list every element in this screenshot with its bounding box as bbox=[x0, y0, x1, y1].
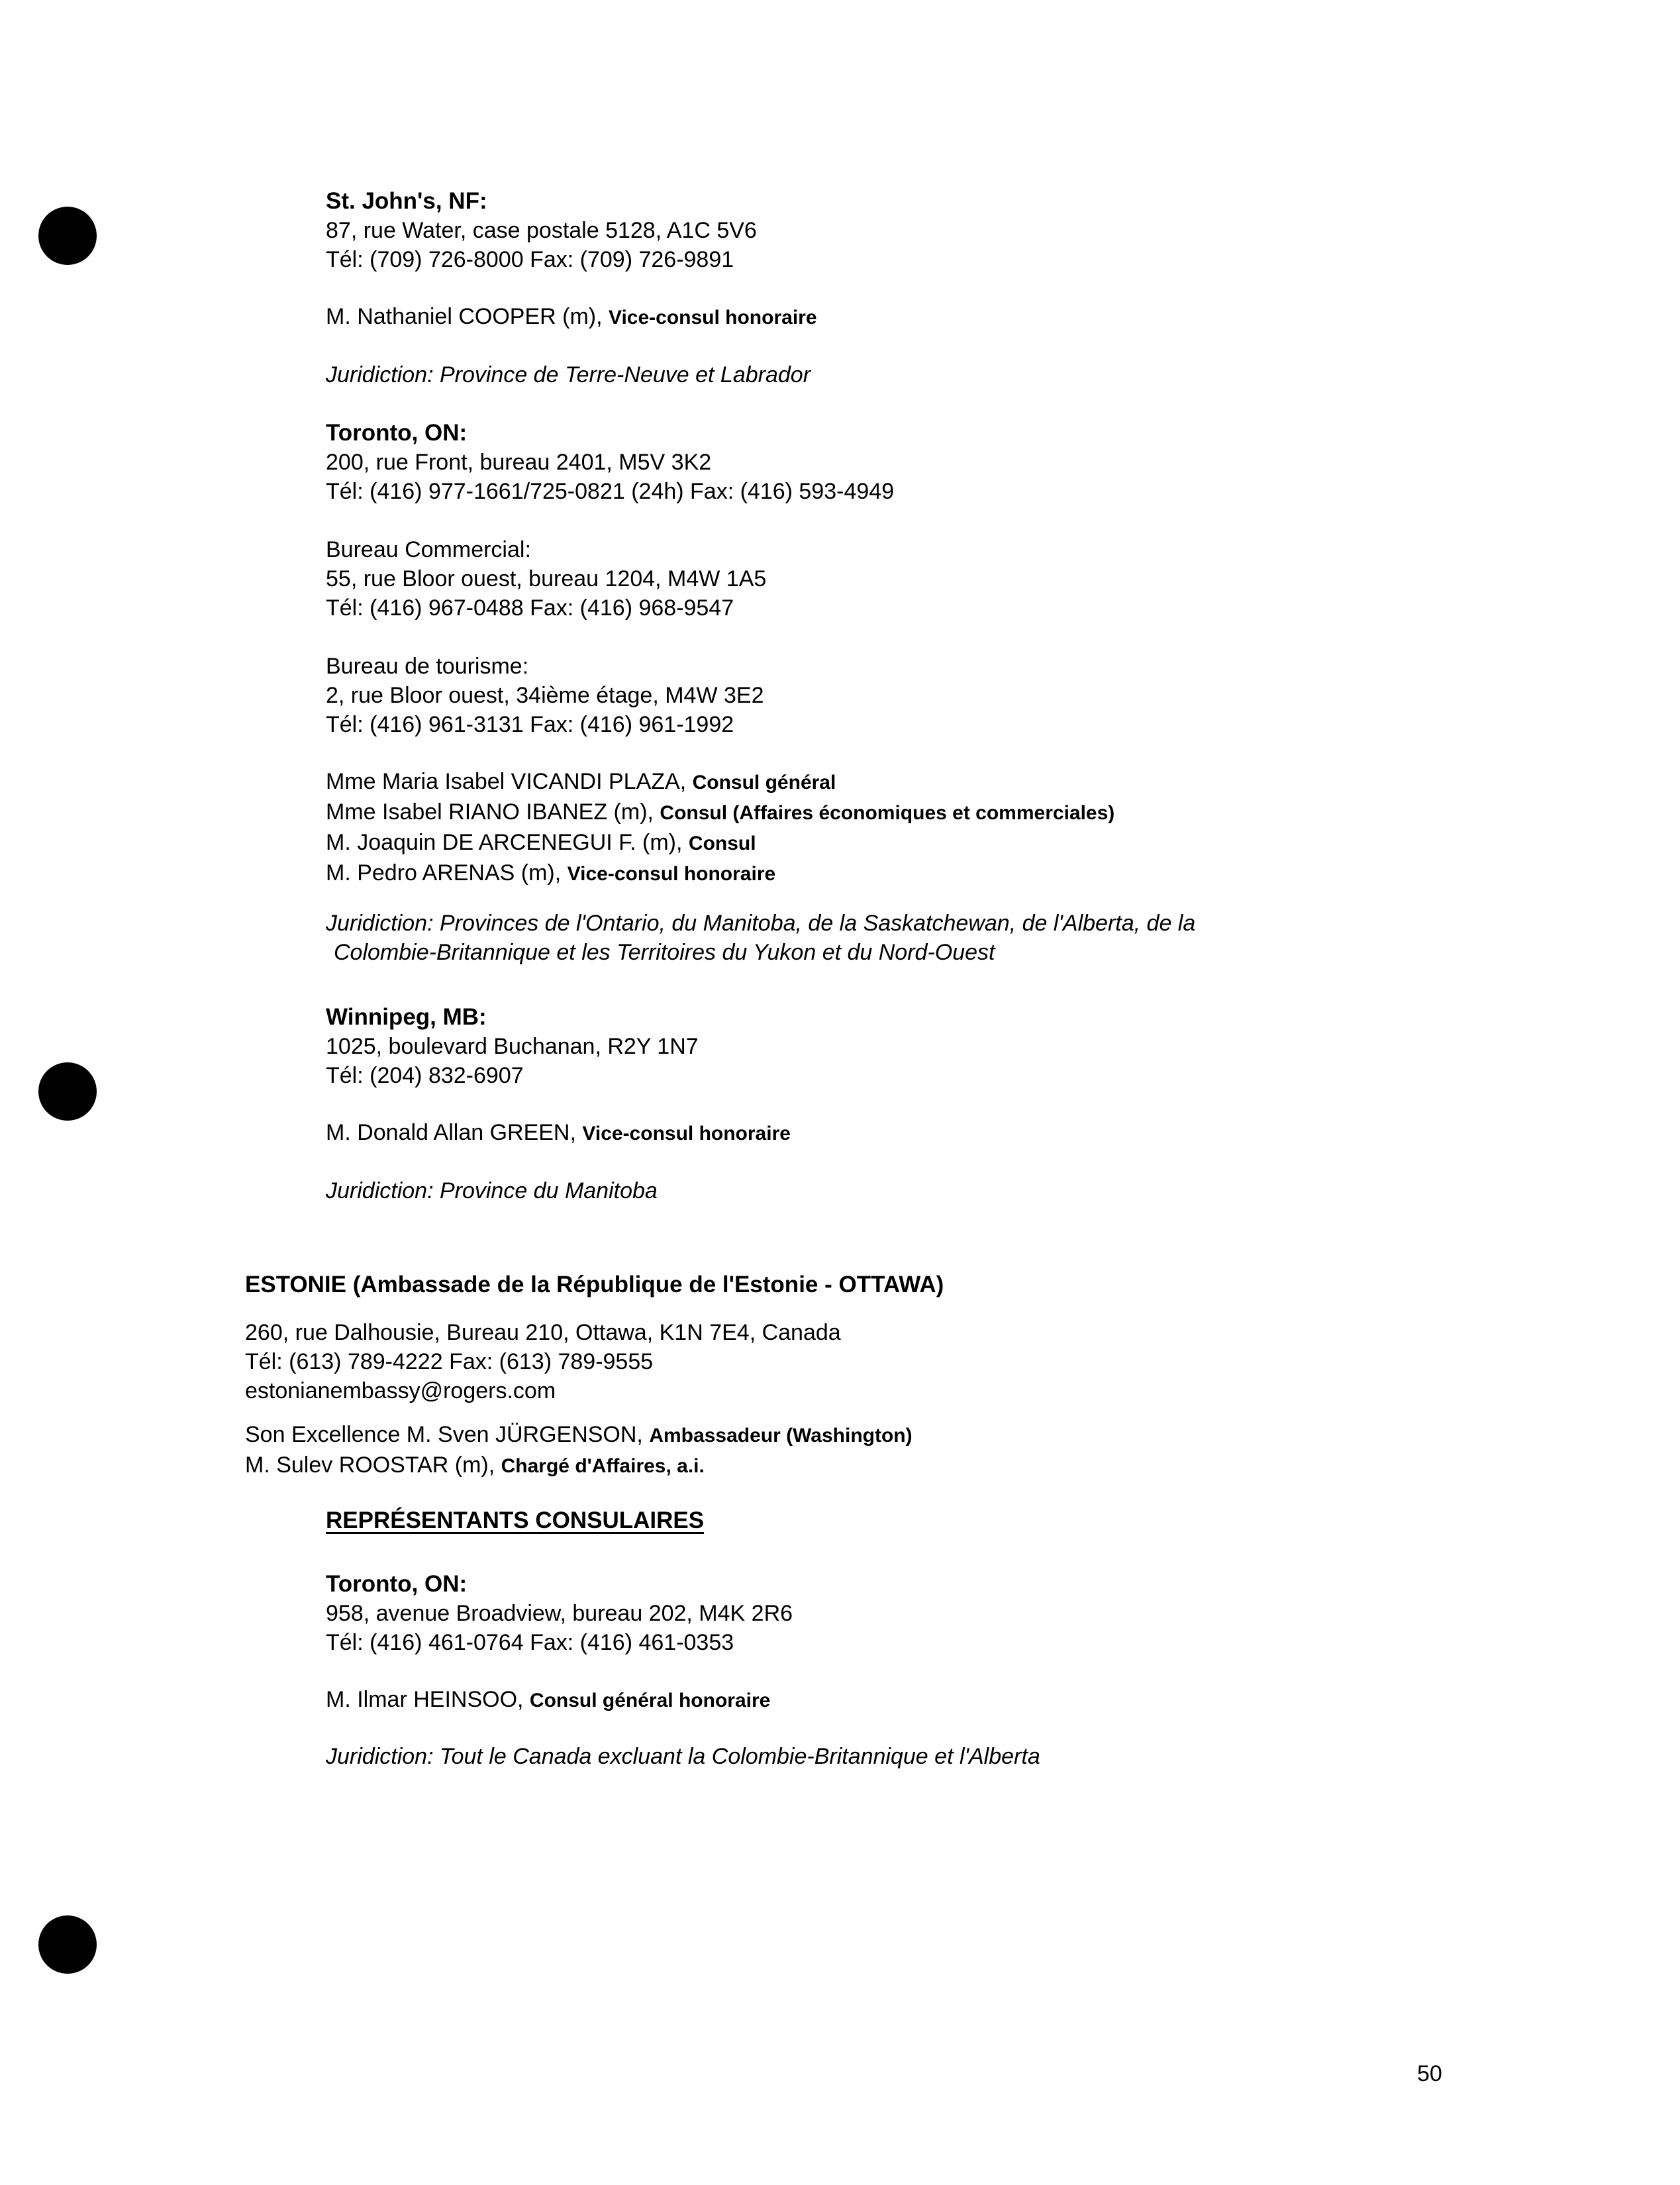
phone-fax: Tél: (709) 726-8000 Fax: (709) 726-9891 bbox=[326, 247, 734, 272]
staff-title: Consul général honoraire bbox=[529, 1690, 771, 1711]
commercial-office bbox=[326, 535, 766, 623]
jurisdiction: Juridiction: Tout le Canada excluant la Colombie-Britannique et l'Alberta bbox=[326, 1744, 1040, 1769]
city-heading: Toronto, ON: bbox=[326, 420, 468, 446]
jurisdiction bbox=[326, 909, 1195, 967]
jurisdiction: Juridiction: Province de Terre-Neuve et Labrador bbox=[326, 362, 811, 387]
staff-name: M. Nathaniel COOPER (m), bbox=[326, 304, 603, 329]
staff-entry bbox=[326, 767, 1114, 797]
tourism-office bbox=[326, 652, 764, 739]
staff-name: M. Donald Allan GREEN, bbox=[326, 1120, 576, 1145]
staff-name: M. Sulev ROOSTAR (m), bbox=[245, 1452, 495, 1478]
jurisdiction-line: Juridiction: Provinces de l'Ontario, du Manitoba, de la Saskatchewan, de l'Alberta, de la bbox=[326, 911, 1196, 936]
phone-fax: Tél: (204) 832-6907 bbox=[326, 1063, 524, 1088]
staff-name: M. Pedro ARENAS (m), bbox=[326, 860, 562, 886]
staff-title: Chargé d'Affaires, a.i. bbox=[501, 1455, 705, 1477]
jurisdiction: Juridiction: Province du Manitoba bbox=[326, 1178, 658, 1203]
staff-title: Vice-consul honoraire bbox=[582, 1123, 791, 1144]
address: 260, rue Dalhousie, Bureau 210, Ottawa, K1N 7E4, Canada bbox=[245, 1320, 841, 1345]
punch-hole bbox=[38, 1062, 97, 1121]
staff-title: Vice-consul honoraire bbox=[567, 863, 776, 885]
staff-entry bbox=[245, 1450, 913, 1481]
staff-entry bbox=[326, 302, 817, 332]
staff-title: Vice-consul honoraire bbox=[608, 307, 817, 329]
phone-fax: Tél: (416) 461-0764 Fax: (416) 461-0353 bbox=[326, 1630, 734, 1655]
staff-name: Mme Isabel RIANO IBANEZ (m), bbox=[326, 799, 654, 825]
address: 958, avenue Broadview, bureau 202, M4K 2R6 bbox=[326, 1601, 793, 1626]
staff-name: M. Joaquin DE ARCENEGUI F. (m), bbox=[326, 830, 683, 855]
punch-hole bbox=[38, 1915, 97, 1974]
country-heading: ESTONIE (Ambassade de la République de l'Estonie - OTTAWA) bbox=[245, 1272, 944, 1297]
consulate-st-johns bbox=[326, 187, 757, 274]
staff-title: Consul général bbox=[692, 772, 836, 793]
consulate-toronto-estonia bbox=[326, 1570, 793, 1657]
staff-name: Son Excellence M. Sven JÜRGENSON, bbox=[245, 1422, 643, 1447]
staff-name: M. Ilmar HEINSOO, bbox=[326, 1687, 524, 1712]
embassy-contact bbox=[245, 1318, 841, 1405]
phone-fax: Tél: (416) 967-0488 Fax: (416) 968-9547 bbox=[326, 595, 734, 621]
address: 2, rue Bloor ouest, 34ième étage, M4W 3E2 bbox=[326, 683, 764, 708]
address: 55, rue Bloor ouest, bureau 1204, M4W 1A5 bbox=[326, 566, 767, 591]
address: 1025, boulevard Buchanan, R2Y 1N7 bbox=[326, 1034, 699, 1059]
staff-title: Consul (Affaires économiques et commerciales) bbox=[660, 802, 1115, 824]
staff-entry bbox=[326, 797, 1114, 828]
punch-hole bbox=[38, 207, 97, 265]
city-heading: Toronto, ON: bbox=[326, 1571, 468, 1597]
staff-entry bbox=[245, 1420, 913, 1450]
page-number: 50 bbox=[1417, 2061, 1442, 2086]
city-heading: St. John's, NF: bbox=[326, 188, 487, 214]
phone-fax: Tél: (416) 977-1661/725-0821 (24h) Fax: (416) 593-4949 bbox=[326, 479, 895, 504]
consular-heading: REPRÉSENTANTS CONSULAIRES bbox=[326, 1507, 705, 1533]
staff-entry bbox=[326, 828, 1114, 858]
phone-fax: Tél: (613) 789-4222 Fax: (613) 789-9555 bbox=[245, 1349, 654, 1374]
city-heading: Winnipeg, MB: bbox=[326, 1004, 487, 1030]
jurisdiction-line: Colombie-Britannique et les Territoires du Yukon et du Nord-Ouest bbox=[334, 940, 995, 965]
staff-title: Ambassadeur (Washington) bbox=[649, 1425, 913, 1447]
office-label: Bureau Commercial: bbox=[326, 537, 531, 562]
address: 87, rue Water, case postale 5128, A1C 5V6 bbox=[326, 218, 757, 243]
staff-name: Mme Maria Isabel VICANDI PLAZA, bbox=[326, 769, 687, 794]
staff-list bbox=[326, 767, 1114, 889]
staff-entry bbox=[326, 858, 1114, 889]
address: 200, rue Front, bureau 2401, M5V 3K2 bbox=[326, 450, 712, 475]
consulate-toronto bbox=[326, 419, 894, 506]
email: estonianembassy@rogers.com bbox=[245, 1378, 556, 1403]
staff-entry bbox=[326, 1685, 770, 1715]
phone-fax: Tél: (416) 961-3131 Fax: (416) 961-1992 bbox=[326, 712, 734, 737]
staff-entry bbox=[326, 1118, 791, 1148]
staff-title: Consul bbox=[688, 833, 756, 854]
consulate-winnipeg bbox=[326, 1003, 699, 1090]
office-label: Bureau de tourisme: bbox=[326, 654, 529, 679]
staff-list bbox=[245, 1420, 913, 1481]
